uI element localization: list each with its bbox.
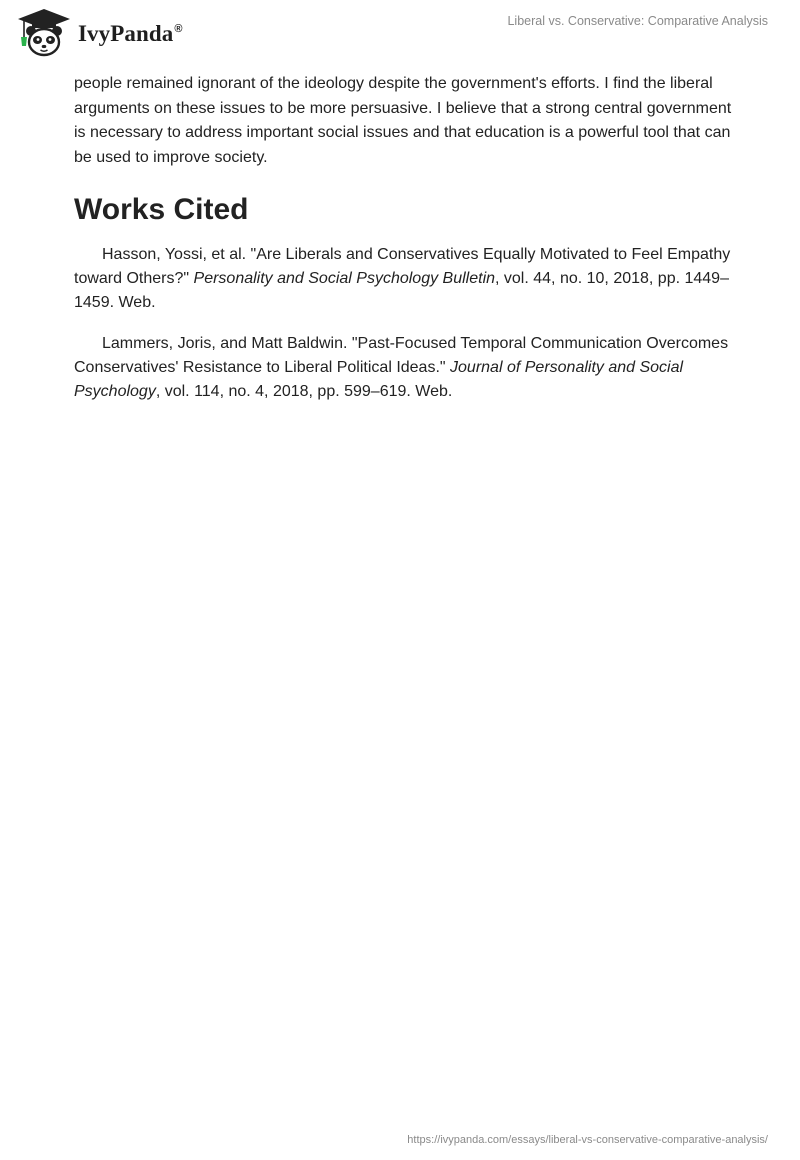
panda-graduation-cap-icon	[14, 6, 74, 58]
logo-wordmark: IvyPanda®	[78, 21, 183, 46]
citation-lead: Hasson, Yossi, et al. "Are Liberals and Conservatives Equally Motivated to Feel Empathy toward Others?"	[74, 246, 731, 287]
document-body	[74, 72, 734, 421]
registered-mark: ®	[174, 23, 183, 36]
running-title: Liberal vs. Conservative: Comparative Analysis	[507, 14, 768, 28]
citation-journal: Personality and Social Psychology Bulletin	[193, 270, 496, 287]
citation-entry	[74, 243, 734, 315]
citation-tail: , vol. 44, no. 10, 2018, pp. 1449–1459. Web.	[74, 270, 729, 311]
citation-lead: Lammers, Joris, and Matt Baldwin. "Past-Focused Temporal Communication Overcomes Conservatives' Resistance to Liberal Political Ideas."	[74, 335, 729, 376]
footer-url-link[interactable]: https://ivypanda.com/essays/liberal-vs-conservative-comparative-analysis/	[407, 1134, 768, 1146]
citation-journal: Journal of Personality and Social Psychology	[74, 359, 684, 400]
citation-tail: , vol. 114, no. 4, 2018, pp. 599–619. Web.	[155, 383, 453, 400]
page-header	[0, 0, 800, 64]
ivypanda-logo[interactable]	[14, 6, 183, 58]
works-cited-heading: Works Cited	[74, 193, 249, 226]
closing-paragraph: people remained ignorant of the ideology despite the government's efforts. I find the liberal arguments on these issues to be more persuasive. I believe that a strong central government is necessary to address important social issues and that education is a powerful tool that can be used to improve society.	[74, 75, 732, 166]
citation-entry	[74, 332, 734, 404]
